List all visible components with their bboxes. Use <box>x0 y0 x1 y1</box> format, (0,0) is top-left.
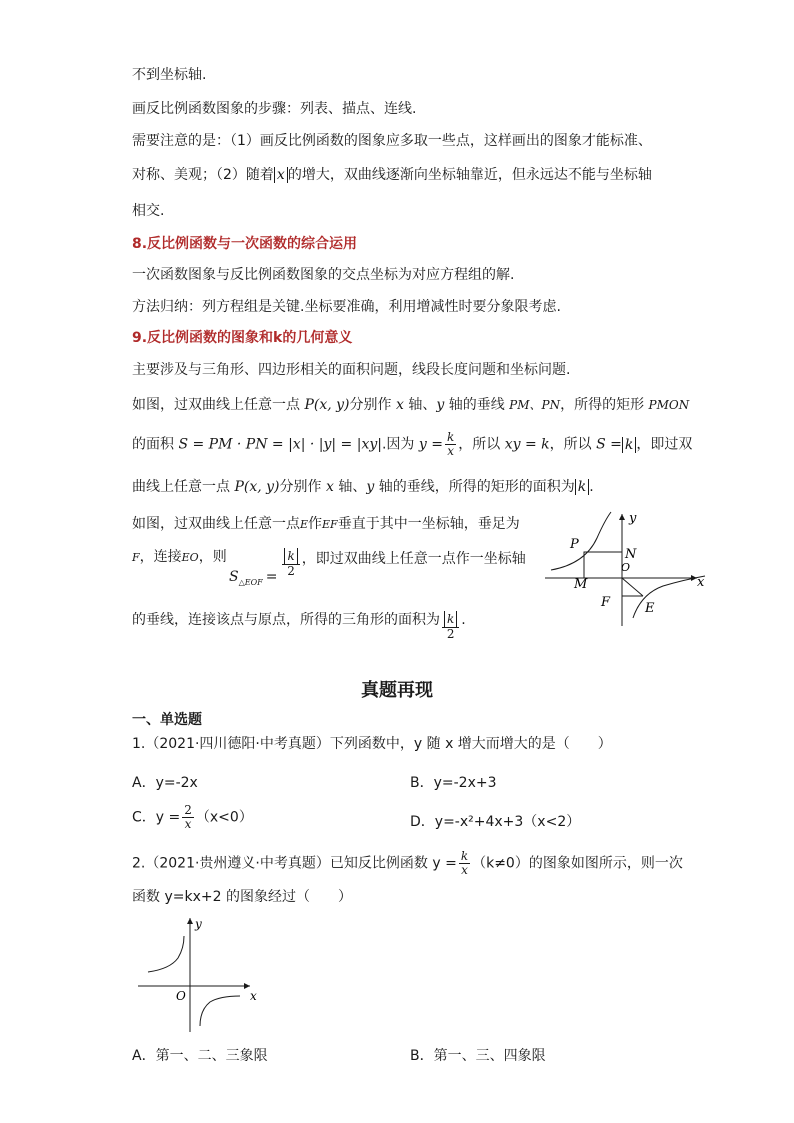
text: 对称、美观；（2）随着 <box>132 167 274 183</box>
question-2-cont: 函数 y=kx+2 的图象经过（ ） <box>132 889 352 905</box>
text: ，所以 <box>458 436 505 453</box>
option-d: D．y=-x²+4x+3（x<2） <box>410 814 581 830</box>
option-b: B．y=-2x+3 <box>410 775 497 791</box>
text: . <box>461 612 466 628</box>
subsection-title: 一、单选题 <box>132 712 202 728</box>
math: x <box>325 479 334 495</box>
abs-k: k <box>575 479 589 495</box>
math: P(x, y) <box>234 479 280 495</box>
text: 2.（2021·贵州遵义·中考真题）已知反比例函数 y = <box>132 855 457 872</box>
abs-k: k <box>622 437 636 453</box>
text: 的增大，双曲线逐渐向坐标轴靠近，但永远达不能与坐标轴 <box>287 167 652 183</box>
math: y <box>366 479 375 495</box>
math: y = <box>418 436 443 453</box>
text: C．y = <box>132 809 181 826</box>
label-x: x <box>250 989 257 1003</box>
option-a: A．第一、二、三象限 <box>132 1048 268 1064</box>
text: 分别作 <box>279 479 326 495</box>
text: 轴的垂线，所得的矩形的面积为 <box>374 479 575 495</box>
text: . <box>589 479 594 495</box>
math-subscript: △EOF <box>238 578 263 587</box>
math: y <box>436 397 445 413</box>
hyperbola-area-figure <box>545 508 715 628</box>
fraction <box>282 548 299 578</box>
paragraph <box>132 431 692 458</box>
hyperbola-figure <box>132 914 268 1036</box>
math: S = PM · PN = |x| · |y| = |xy| <box>178 436 382 453</box>
paragraph: 不到坐标轴. <box>132 67 207 83</box>
option-b: B．第一、三、四象限 <box>410 1048 546 1064</box>
numerator <box>442 611 459 628</box>
option-a: A．y=-2x <box>132 775 198 791</box>
label-p: P <box>570 537 579 552</box>
label-x: x <box>697 575 705 590</box>
paragraph: 方法归纳：列方程组是关键.坐标要准确，利用增减性时要分象限考虑. <box>132 299 561 315</box>
math: S <box>229 569 239 585</box>
text: 的垂线，连接该点与原点，所得的三角形的面积为 <box>132 612 440 628</box>
text: ，所以 <box>549 436 597 453</box>
segment-eo <box>622 578 643 596</box>
math: S = <box>596 436 622 453</box>
text: 如图，过双曲线上任意一点 <box>132 397 305 413</box>
abs-k: k <box>444 611 457 627</box>
text: 的面积 <box>132 436 179 453</box>
paragraph: 相交. <box>132 203 165 219</box>
text: 轴的垂线 <box>444 397 510 413</box>
abs-k: k <box>284 548 297 564</box>
text: 曲线上任意一点 <box>132 479 235 495</box>
text: ，即过双曲线上任意一点作一坐标轴 <box>301 551 526 567</box>
y-axis-arrow <box>619 514 625 520</box>
label-n: N <box>625 547 637 562</box>
paragraph: 一次函数图象与反比例函数图象的交点坐标为对应方程组的解. <box>132 267 515 283</box>
text: ，即过双 <box>636 436 693 453</box>
text: 如图，过双曲线上任意一点 <box>132 516 300 532</box>
paragraph: 画反比例函数图象的步骤：列表、描点、连线. <box>132 101 417 117</box>
label-m: M <box>574 577 588 592</box>
fraction <box>182 804 194 831</box>
option-c <box>132 804 253 831</box>
math: PM、PN <box>509 398 561 412</box>
text: ，连接 <box>139 549 182 565</box>
heading-8: 8.反比例函数与一次函数的综合运用 <box>132 236 358 252</box>
text: 作 <box>308 516 323 532</box>
section-title: 真题再现 <box>361 680 433 701</box>
hyperbola-branch-q2 <box>148 936 184 972</box>
text: ，则 <box>198 549 227 565</box>
y-axis-arrow <box>187 918 193 924</box>
denominator: x <box>461 863 468 877</box>
math: F <box>132 551 140 564</box>
rectangle-pmon <box>584 552 622 578</box>
label-o: O <box>621 561 631 574</box>
fraction <box>459 850 470 877</box>
numerator: 2 <box>184 803 192 817</box>
math: xy = k <box>504 436 550 453</box>
area-formula <box>229 548 526 587</box>
paragraph: 主要涉及与三角形、四边形相关的面积问题，线段长度问题和坐标问题. <box>132 362 571 378</box>
math: PMON <box>648 398 690 412</box>
label-o: O <box>176 989 186 1003</box>
label-e: E <box>645 601 655 616</box>
denominator: x <box>447 444 455 458</box>
label-y: y <box>195 917 202 931</box>
text: 轴、 <box>333 479 367 495</box>
hyperbola-branch-q2 <box>551 512 611 570</box>
denominator: 2 <box>446 627 455 641</box>
question-1: 1.（2021·四川德阳·中考真题）下列函数中，y 随 x 增大而增大的是（ ） <box>132 736 612 752</box>
denominator: x <box>184 817 192 831</box>
paragraph: 需要注意的是：（1）画反比例函数的图象应多取一些点，这样画出的图象才能标准、 <box>132 133 652 149</box>
paragraph <box>132 478 594 496</box>
fraction <box>442 611 459 641</box>
label-y: y <box>629 511 637 526</box>
math: EO <box>181 551 199 564</box>
label-f: F <box>601 595 611 610</box>
hyperbola-branch-q4 <box>200 996 240 1026</box>
paragraph <box>132 166 652 184</box>
text: .因为 <box>381 436 419 453</box>
text: （k≠0）的图象如图所示，则一次 <box>472 855 683 872</box>
math: = <box>265 569 278 585</box>
paragraph <box>132 515 520 534</box>
numerator: k <box>446 430 455 444</box>
text: 轴、 <box>403 397 437 413</box>
numerator <box>282 548 299 565</box>
text: （x<0） <box>195 809 253 826</box>
abs-x: x <box>274 167 288 183</box>
hyperbola-branch-q4 <box>633 576 705 618</box>
paragraph <box>132 396 689 414</box>
text: 垂直于其中一坐标轴，垂足为 <box>337 516 520 532</box>
math: EF <box>322 518 338 531</box>
question-2 <box>132 850 683 877</box>
fraction <box>445 431 456 458</box>
math: P(x, y) <box>304 397 350 413</box>
paragraph <box>132 548 227 567</box>
math: E <box>300 518 309 531</box>
text: 分别作 <box>349 397 396 413</box>
text: ，所得的矩形 <box>560 397 649 413</box>
numerator: k <box>460 849 469 863</box>
denominator: 2 <box>287 564 295 578</box>
heading-9: 9.反比例函数的图象和k的几何意义 <box>132 330 353 346</box>
math: x <box>395 397 404 413</box>
paragraph <box>132 611 466 641</box>
